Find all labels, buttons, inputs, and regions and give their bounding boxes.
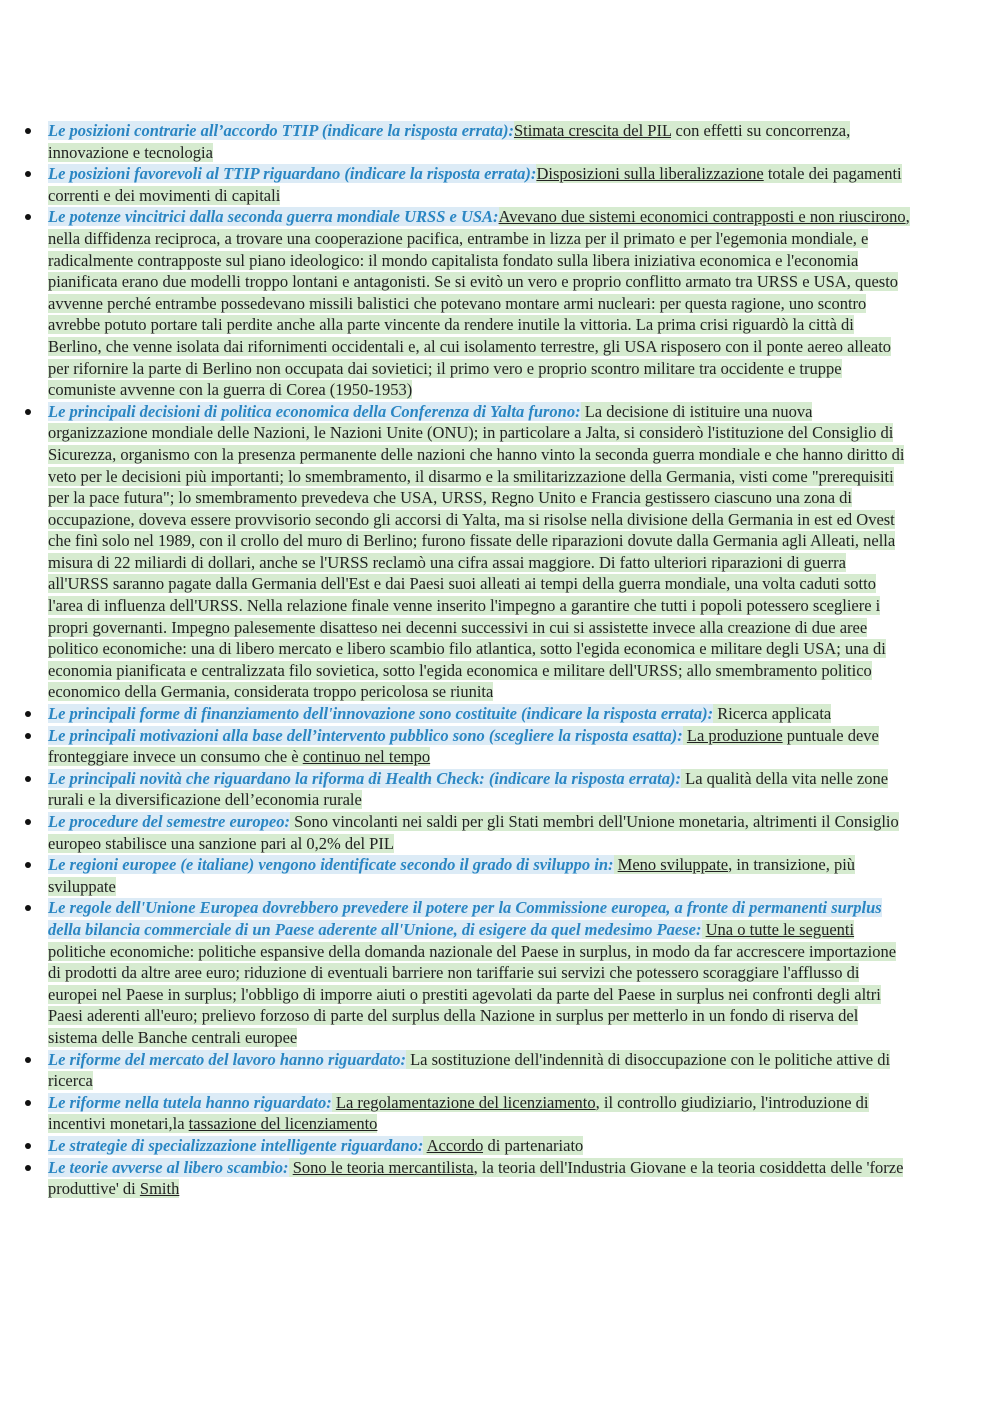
answer-underlined-text: tassazione del licenziamento xyxy=(188,1114,378,1134)
bullet-icon xyxy=(25,1143,31,1149)
list-item xyxy=(48,206,910,400)
answer-text: , nella diffidenza reciproca, a trovare una cooperazione pacifica, entrambe in lizza per il primato e per l'egemonia mondiale, e radicalmente contrapposte sul piano ideologico: il mondo capitalista fondato sulla libera iniziativa economica e l'economia pianificata erano due modelli troppo lontani e antagonisti. Se si evitò un vero e proprio conflitto armato tra URSS e USA, questo avvenne perché entrambe possedevano missili balistici che potevano montare armi nucleari: per questa ragione, uno scontro avrebbe potuto portare tali perdite anche alla parte vincente da rendere inutile la vittoria. La prima crisi riguardò la città di Berlino, che venne isolata dai rifornimenti occidentali e, al cui isolamento terrestre, gli USA risposero con il ponte aereo alleato per rifornire la parte di Berlino non occupata dai sovietici; il primo vero e proprio scontro militare tra occidente e truppe comuniste avvenne con la guerra di Corea (1950-1953) xyxy=(48,207,910,400)
list-item xyxy=(48,1049,910,1092)
answer-text: La qualità della vita nelle zone rurali e la diversificazione dell’economia rurale xyxy=(48,768,889,810)
bullet-icon xyxy=(25,128,31,134)
list-item xyxy=(48,163,910,206)
bullet-icon xyxy=(25,905,31,911)
answer-text: Sono vincolanti nei saldi per gli Stati membri dell'Unione monetaria, altrimenti il Consiglio europeo stabilisce una sanzione pari al 0,2% del PIL xyxy=(48,812,899,853)
bullet-icon xyxy=(25,171,31,177)
list-item xyxy=(48,703,910,725)
question-text: Le riforme del mercato del lavoro hanno riguardato: xyxy=(48,1049,406,1069)
question-text: Le regole dell'Unione Europea dovrebbero prevedere il potere per la Commissione europea, a fronte di permanenti surplus della bilancia commerciale di un Paese aderente all'Unione, di esigere da quel medesimo Paese: xyxy=(48,898,882,939)
question-text: Le principali novità che riguardano la riforma di Health Check: (indicare la risposta errata): xyxy=(48,768,681,788)
question-text: Le strategie di specializzazione intelligente riguardano: xyxy=(48,1135,424,1155)
question-text: Le posizioni contrarie all’accordo TTIP (indicare la risposta errata): xyxy=(48,121,514,140)
question-text: Le procedure del semestre europeo: xyxy=(48,812,290,831)
question-text: Le regioni europee (e italiane) vengono identificate secondo il grado di sviluppo in: xyxy=(48,855,614,875)
answer-text: politiche economiche: politiche espansive della domanda nazionale del Paese in surplus, in modo da far accrescere importazione di prodotti da altre aree euro; riduzione di eventuali barriere non tariffarie sui servizi che potessero scoraggiare l'afflusso di europei nel Paese in surplus; l'obbligo di imporre aiuti o prestiti agevolati da parte del Paese in surplus nei confronti degli altri Paesi aderenti all'euro; prelievo forzoso di parte del surplus della Nazione in surplus per metterlo in un fondo di riserva del sistema delle Banche centrali europee xyxy=(48,941,897,1047)
question-text: Le principali motivazioni alla base dell’intervento pubblico sono (scegliere la risposta esatta): xyxy=(48,725,683,745)
answer-text: Ricerca applicata xyxy=(713,704,832,724)
answer-text: , il controllo giudiziario, l'introduzione di incentivi monetari,la xyxy=(48,1092,869,1134)
bullet-icon xyxy=(25,711,31,717)
list-item xyxy=(48,120,910,163)
bullet-icon xyxy=(25,862,31,868)
list-item xyxy=(48,725,910,768)
answer-text: totale dei pagamenti correnti e dei movimenti di capitali xyxy=(48,164,902,205)
answer-text: puntuale deve fronteggiare invece un consumo che è xyxy=(48,725,879,767)
question-text: Le teorie avverse al libero scambio: xyxy=(48,1157,289,1177)
question-text: Le potenze vincitrici dalla seconda guerra mondiale URSS e USA: xyxy=(48,207,499,227)
answer-underlined-text: Disposizioni sulla liberalizzazione xyxy=(536,164,764,184)
list-item xyxy=(48,897,910,1048)
question-text: Le principali decisioni di politica economica della Conferenza di Yalta furono: xyxy=(48,401,581,421)
answer-underlined-text: Accordo xyxy=(426,1135,484,1155)
question-text: Le principali forme di finanziamento dell'innovazione sono costituite (indicare la risposta errata): xyxy=(48,704,714,724)
bullet-icon xyxy=(25,776,31,782)
bullet-icon xyxy=(25,819,31,825)
answer-underlined-text: La regolamentazione del licenziamento xyxy=(335,1092,596,1112)
list-item xyxy=(48,854,910,897)
list-item xyxy=(48,768,910,811)
bullet-icon xyxy=(25,1165,31,1171)
list-item xyxy=(48,1135,910,1157)
answer-underlined-text: Avevano due sistemi economici contrapposti e non riuscirono xyxy=(498,207,906,227)
question-text: Le riforme nella tutela hanno riguardato: xyxy=(48,1092,332,1112)
answer-text: La decisione di istituire una nuova organizzazione mondiale delle Nazioni, le Nazioni Unite (ONU); in particolare a Jalta, si considerò l'istituzione del Consiglio di Sicurezza, organismo con la presenza permanente delle nazioni che hanno vinto la seconda guerra mondiale e che hanno diritto di veto per le decisioni più importanti; lo smembramento, il disarmo e la smilitarizzazione della Germania, visti come "prerequisiti per la pace futura"; lo smembramento prevedeva che USA, URSS, Regno Unito e Francia gestissero ciascuno una zona di occupazione, doveva essere provvisorio secondo gli accorsi di Yalta, ma si risolse nella divisione della Germania in est ed Ovest che finì solo nel 1989, con il crollo del muro di Berlino; furono fissate delle riparazioni dovute dalla Germania agli Alleati, nella misura di 22 miliardi di dollari, anche se l'URSS reclamò una cifra assai maggiore. Di fatto ulteriori riparazioni di guerra all'URSS saranno pagate dalla Germania dell'Est e dai Paesi suoi alleati ai tempi della guerra mondiale, una volta caduti sotto l'area di influenza dell'URSS. Nella relazione finale venne inserito l'impegno a garantire che tutti i popoli potessero scegliere i propri governanti. Impegno palesemente disatteso nei decenni successivi in cui si assistette invece alla creazione di due aree politico economiche: una di libero mercato e libero scambio filo atlantica, sotto l'egida economica e militare degli USA; una di economia pianificata e centralizzata filo sovietica, sotto l'egida economica e militare dell'URSS; allo smembramento politico economico della Germania, considerata troppo pericolosa se riunita xyxy=(48,401,905,702)
bullet-icon xyxy=(25,1057,31,1063)
answer-underlined-text: Smith xyxy=(139,1179,180,1199)
answer-text: , la teoria dell'Industria Giovane e la teoria cosiddetta delle 'forze produttive' di xyxy=(48,1157,904,1199)
answer-text: di partenariato xyxy=(483,1135,584,1155)
list-item xyxy=(48,1157,910,1200)
bullet-icon xyxy=(25,1100,31,1106)
answer-underlined-text: La produzione xyxy=(686,725,783,745)
answer-underlined-text: Stimata crescita del PIL xyxy=(513,121,672,140)
answer-text: con effetti su concorrenza, innovazione e tecnologia xyxy=(48,121,851,162)
bullet-icon xyxy=(25,214,31,220)
answer-text xyxy=(702,920,706,939)
question-text: Le posizioni favorevoli al TTIP riguardano (indicare la risposta errata): xyxy=(48,164,537,184)
answer-underlined-text: continuo nel tempo xyxy=(302,747,431,767)
qa-list xyxy=(0,120,1000,1200)
answer-text: La sostituzione dell'indennità di disoccupazione con le politiche attive di ricerca xyxy=(48,1049,891,1091)
list-item xyxy=(48,1092,910,1135)
bullet-icon xyxy=(25,409,31,415)
answer-text: , in transizione, più sviluppate xyxy=(48,855,856,896)
bullet-icon xyxy=(25,733,31,739)
answer-underlined-text: Meno sviluppate xyxy=(617,855,729,875)
answer-underlined-text: Una o tutte le seguenti xyxy=(705,919,855,939)
list-item xyxy=(48,401,910,703)
list-item xyxy=(48,811,910,854)
answer-underlined-text: Sono le teoria mercantilista xyxy=(292,1157,474,1177)
